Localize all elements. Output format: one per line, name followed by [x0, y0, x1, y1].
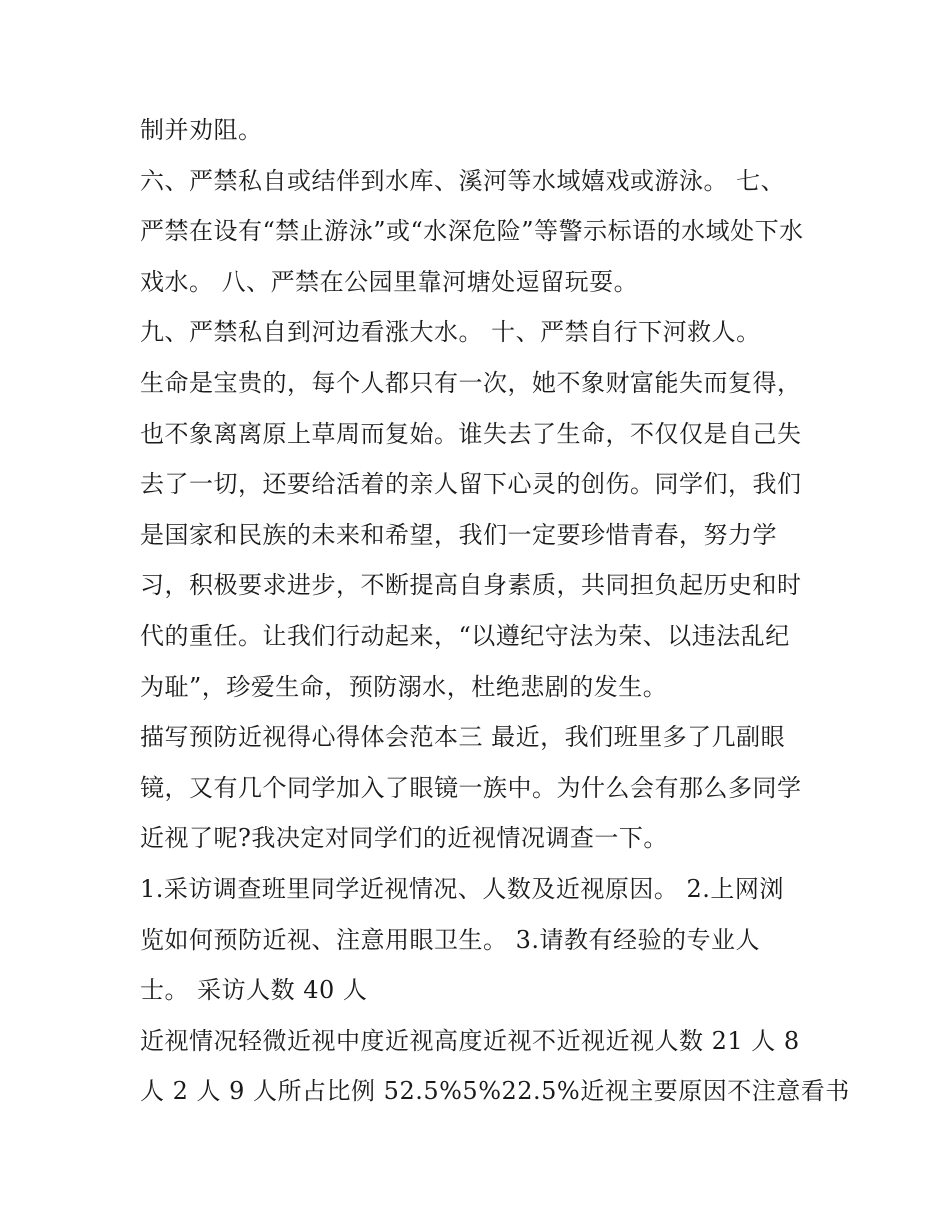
- text-line: 生命是宝贵的，每个人都只有一次，她不象财富能失而复得，: [140, 368, 802, 397]
- text-line: 去了一切，还要给活着的亲人留下心灵的创伤。同学们，我们: [140, 470, 802, 499]
- text-line: 人 2 人 9 人所占比例 52.5%5%22.5%近视主要原因不注意看书: [140, 1077, 850, 1106]
- text-line: 士。 采访人数 40 人: [140, 976, 368, 1005]
- text-line: 近视情况轻微近视中度近视高度近视不近视近视人数 21 人 8: [140, 1026, 800, 1055]
- text-line: 代的重任。让我们行动起来，“以遵纪守法为荣、以违法乱纪: [140, 621, 790, 650]
- text-line: 1.采访调查班里同学近视情况、人数及近视原因。 2.上网浏: [140, 874, 784, 903]
- text-line: 制并劝阻。: [140, 116, 263, 144]
- text-line: 近视了呢?我决定对同学们的近视情况调查一下。: [140, 824, 668, 853]
- text-line: 是国家和民族的未来和希望，我们一定要珍惜青春，努力学: [140, 520, 777, 549]
- text-line: 也不象离离原上草周而复始。谁失去了生命，不仅仅是自己失: [140, 419, 802, 448]
- text-line: 览如何预防近视、注意用眼卫生。 3.请教有经验的专业人: [140, 925, 761, 954]
- text-line: 九、严禁私自到河边看涨大水。 十、严禁自行下河救人。: [140, 318, 761, 347]
- text-line: 严禁在设有“禁止游泳”或“水深危险”等警示标语的水域处下水: [140, 217, 804, 246]
- document-body: [140, 105, 850, 1117]
- text-line: 为耻”，珍爱生命，预防溺水，杜绝悲剧的发生。: [140, 672, 668, 701]
- text-line: 描写预防近视得心得体会范本三 最近，我们班里多了几副眼: [140, 723, 786, 752]
- text-line: 习，积极要求进步，不断提高自身素质，共同担负起历史和时: [140, 571, 802, 600]
- text-line: 六、严禁私自或结伴到水库、溪河等水域嬉戏或游泳。 七、: [140, 166, 786, 195]
- text-line: 戏水。 八、严禁在公园里靠河塘处逗留玩耍。: [140, 267, 639, 296]
- text-line: 镜，又有几个同学加入了眼镜一族中。为什么会有那么多同学: [140, 773, 802, 802]
